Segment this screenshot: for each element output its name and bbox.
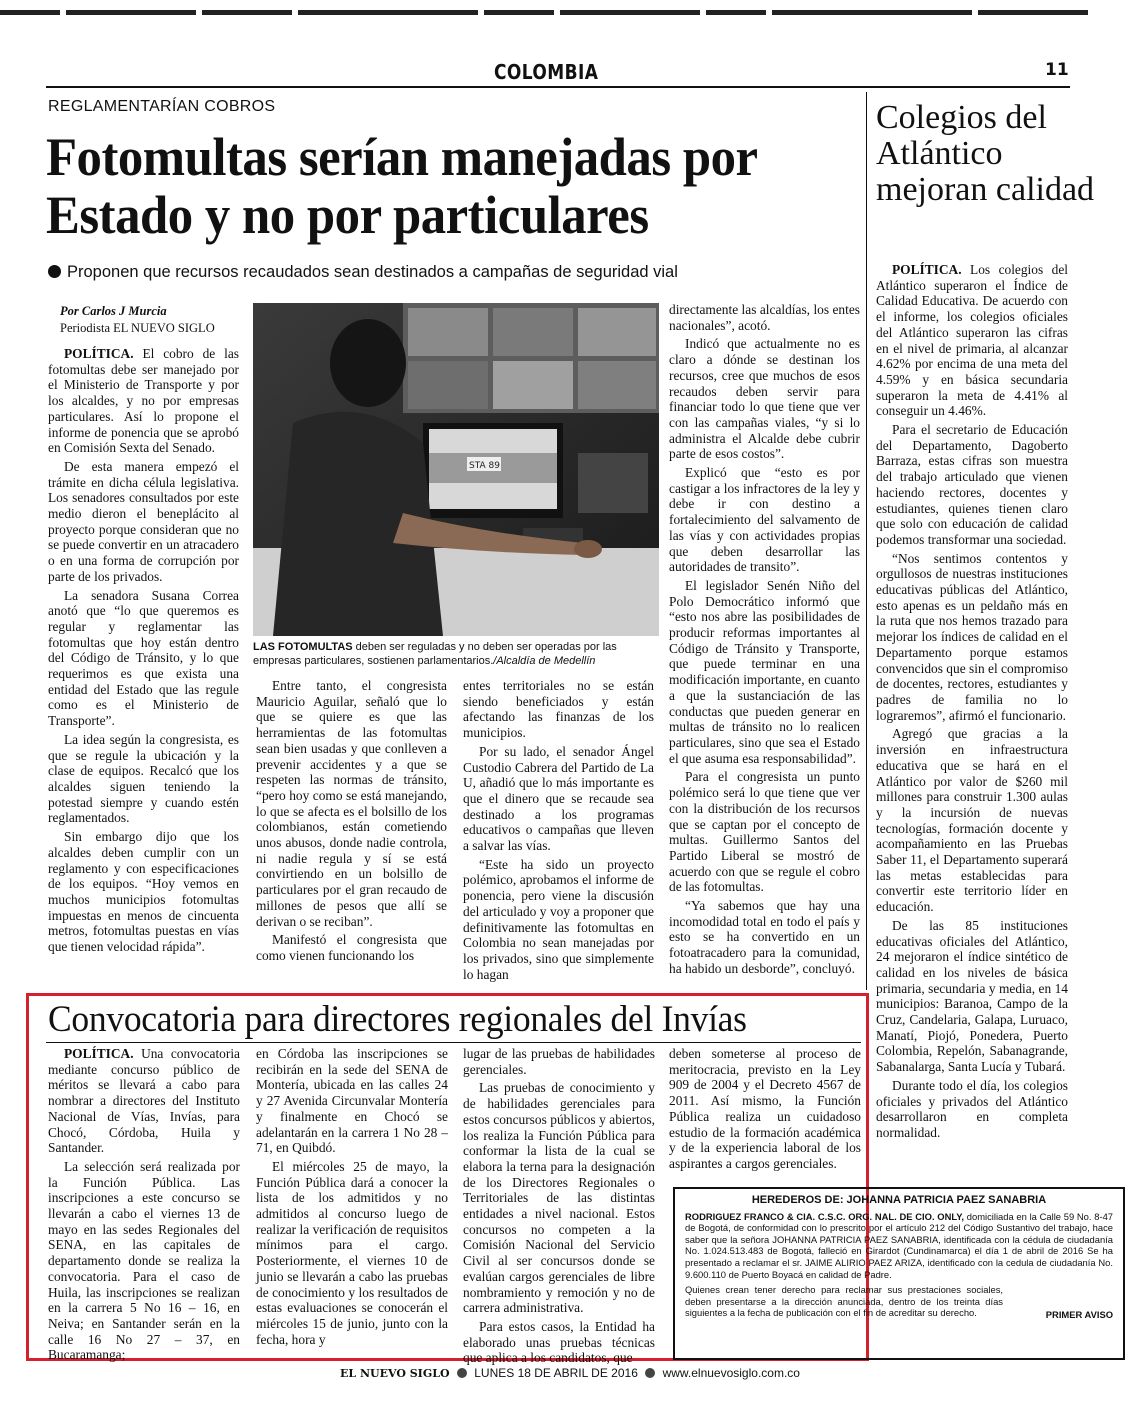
main-col-3 bbox=[463, 678, 654, 982]
paragraph: El miércoles 25 de mayo, la Función Pública dará a conocer la lista de los admitidos y no admitidos al concurso luego de realizar la verificación de requisitos mínimos para el cargo. Posteriormente, el viernes 10 de junio se llevarán a cabo las pruebas de conocimiento y los resultados de estas evaluaciones se conocerán el miércoles 15 de junio, junto con la fecha, hora y bbox=[256, 1158, 448, 1347]
paragraph: Durante todo el día, los colegios oficiales y privados del Atlántico desarrollaron en completa normalidad. bbox=[876, 1077, 1068, 1140]
article-kicker: REGLAMENTARÍAN COBROS bbox=[48, 98, 276, 115]
paragraph: La senadora Susana Correa anotó que “lo que queremos es regular y reglamentar las fotomultas que hoy están dentro del Código de Tránsito, y lo que requerimos es que exista una entidad del Estado que las regule como es el Ministerio de Transporte”. bbox=[48, 587, 239, 729]
article-headline: Fotomultas serían manejadas por Estado y no por particulares bbox=[46, 127, 757, 245]
section-title: COLOMBIA bbox=[494, 60, 599, 84]
column-divider bbox=[866, 92, 867, 990]
box-col-1 bbox=[48, 1046, 240, 1363]
paragraph: “Nos sentimos contentos y orgullosos de nuestras instituciones educativas públicas del Atlántico, esto apenas es un peldaño más en la ruta que nos hemos trazado para mejorar los índices de calidad en el Departamento porque estamos convencidos que sin el compromiso de docentes, rectores, estudiantes y padres de familia no lo lograremos”, afirmó el funcionario. bbox=[876, 550, 1068, 723]
notice-label: PRIMER AVISO bbox=[1045, 1308, 1113, 1320]
bullet-icon bbox=[48, 265, 61, 278]
main-col-4 bbox=[669, 302, 860, 978]
byline bbox=[60, 303, 215, 337]
paragraph: Indicó que actualmente no es claro a dónde se destinan los recursos, cree que muchos de esos recaudos deben servir para financiar todo lo que tiene que ver con las campañas viales, “y si lo administra el Alcalde debe cubrir parte de esos costos”. bbox=[669, 336, 860, 462]
notice-heading: HEREDEROS DE: JOHANNA PATRICIA PAEZ SANABRIA bbox=[751, 1194, 1047, 1206]
paragraph: en Córdoba las inscripciones se recibirán en la sede del SENA de Montería, ubicada en las calles 24 y 27 Avenida Circunvalar Montería y finalmente en Chocó se adelantarán en la carrera 1 No 28 – 71, en Quibdó. bbox=[256, 1046, 448, 1156]
caption-bold: LAS FOTOMULTAS bbox=[253, 641, 353, 653]
paragraph: Por su lado, el senador Ángel Custodio Cabrera del Partido de La U, añadió que lo más importante es que el dinero que se recaude sea destinado a los programas educativos o campañas que lleven a salvar las vías. bbox=[463, 743, 654, 854]
caption-text: deben ser reguladas y no deben ser operadas por las empresas particulares, sostienen parlamentarios. bbox=[253, 641, 617, 667]
side-headline: Colegios del Atlántico mejoran calidad bbox=[876, 99, 1095, 208]
photo-caption bbox=[253, 640, 663, 668]
photo-credit: /Alcaldía de Medellín bbox=[493, 655, 596, 667]
paragraph: Agregó que gracias a la inversión en infraestructura educativa que se hará en el Atlántico por valor de $260 mil millones para construir 1.300 aulas y la incursión de nuevas tecnologías, formación docente y acompañamiento en las Pruebas Saber 11, el Departamento superará las metas establecidas para convertir este territorio líder en educación. bbox=[876, 726, 1068, 915]
paragraph: El legislador Senén Niño del Polo Democrático informó que “esto nos abre las posibilidades de producir reformas importantes al Código de Tránsito y Transporte, que puede terminar en una modificación importante, en cuanto a que la sustanciación de las conductas que pueden generar en multas de tránsito no lo realicen particulares, sino que sea el Estado el que asuma esa responsabilidad”. bbox=[669, 577, 860, 766]
legal-notice bbox=[673, 1187, 1125, 1360]
main-col-2 bbox=[256, 678, 447, 978]
paragraph: El cobro de las fotomultas debe ser manejado por el Ministerio de Transporte y por los alcaldes, y no por empresas particulares. Así lo propone el informe de ponencia que se aprobó en Comisión Sexta del Senado. bbox=[48, 346, 239, 456]
paragraph: deben someterse al proceso de meritocracia, previsto en la Ley 909 de 2004 y el Decreto 4567 de 2011. Así mismo, la Función Pública realiza un cuidadoso estudio de la formación académica y de la experiencia laboral de los aspirantes a cargos gerenciales. bbox=[669, 1046, 861, 1171]
paragraph: “Ya sabemos que hay una incomodidad total en todo el país y esto se ha convertido en un fotoatracadero para la comunidad, ha habido un desborde”, concluyó. bbox=[669, 898, 860, 976]
paragraph: Para el congresista un punto polémico será lo que tiene que ver con la distribución de los recursos que se captan por el concepto de multas. Guillermo Santos del Partido Liberal se mostró de acuerdo con que se regule el cobro de las fotomultas. bbox=[669, 769, 860, 895]
paragraph: De las 85 instituciones educativas oficiales del Atlántico, 24 mejoraron el índice sintético de calidad en los niveles de básica primaria, secundaria y media, en 14 municipios: Baranoa, Campo de la Cruz, Candelaria, Galapa, Luruaco, Manatí, Piojó, Ponedera, Puerto Colombia, Repelón, Sabanagrande, Sabanalarga, Santa Lucía y Tubará. bbox=[876, 917, 1068, 1075]
footer-dot-icon bbox=[645, 1368, 655, 1378]
footer-masthead: EL NUEVO SIGLO bbox=[340, 1367, 450, 1380]
notice-company: RODRIGUEZ FRANCO & CIA. C.S.C. ORG. NAL. DE CIO. ONLY, bbox=[685, 1210, 965, 1222]
main-col-1 bbox=[48, 346, 239, 976]
top-band bbox=[0, 0, 1128, 12]
paragraph: directamente las alcaldías, los entes nacionales”, acotó. bbox=[669, 302, 860, 333]
box-col-2 bbox=[256, 1046, 448, 1356]
paragraph: Manifestó el congresista que como vienen funcionando los bbox=[256, 932, 447, 963]
box-col-3 bbox=[463, 1046, 655, 1366]
article-photo bbox=[253, 303, 659, 636]
byline-author: Por Carlos J Murcia bbox=[60, 304, 167, 318]
notice-body: domiciliada en la Calle 59 No. 8-47 de Bogotá, de conformidad con lo prescrito por el artículo 212 del Código Sustantivo del trabajo, hace saber que la señora JOHANNA PATRICIA PAEZ SANABRIA, identificada con la cédula de ciudadanía No. 1.024.513.483 de Bogotá, falleció en Girardot (Cundinamarca) el día 1 de abril de 2016 Se ha presentado a reclamar el sr. JAIME ALIRIO PAEZ ARIZA, identificado con la cedula de ciudadanía No. 9.600.110 de Puerto Boyacá en calidad de Padre. bbox=[685, 1210, 1113, 1280]
lead-word: POLÍTICA. bbox=[892, 262, 962, 277]
byline-role: Periodista EL NUEVO SIGLO bbox=[60, 321, 215, 335]
page-number: 11 bbox=[1045, 60, 1069, 80]
paragraph: Explicó que “esto es por castigar a los infractores de la ley y debe ir con destino a fortalecimiento del salvamento de las vías y con actividades propias que deben desarrollar las autoridades de transito”. bbox=[669, 465, 860, 575]
paragraph: Los colegios del Atlántico superaron el Índice de Calidad Educativa. De acuerdo con el informe, los colegios oficiales del Atlántico superaron las cifras en el nivel de primaria, al alcanzar 4.62% por encima de una meta del 4.59% y en básica secundaria superaron la meta de 4.41% al conseguir un 4.46%. bbox=[876, 262, 1068, 419]
side-column bbox=[876, 262, 1068, 1174]
lead-word: POLÍTICA. bbox=[64, 1046, 134, 1061]
traffic-monitor-photo bbox=[253, 303, 659, 636]
paragraph: Para el secretario de Educación del Departamento, Dagoberto Barraza, estas cifras son muestra del trabajo articulado que vienen haciendo rectores, docentes y estudiantes, quienes tienen claro que solo con educación de calidad podemos transformar una sociedad. bbox=[876, 422, 1068, 547]
article-subhead bbox=[48, 263, 678, 282]
box-headline: Convocatoria para directores regionales del Invías bbox=[48, 999, 747, 1040]
paragraph: Una convocatoria mediante concurso público de méritos se llevará a cabo para nombrar a directores del Instituto Nacional de Vías, Invías, para Chocó, Córdoba, Huila y Santander. bbox=[48, 1046, 240, 1156]
paragraph: Entre tanto, el congresista Mauricio Aguilar, señaló que lo que se quiere es que las herramientas de las fotomultas sean bien usadas y que conlleven a prevenir accidentes y a que se respeten las normas de tránsito, “pero hoy como se está manejando, lo que se afecta es el bolsillo de los colombianos, están cometiendo unos abusos, donde nadie controla, ni nadie regula y sí se está convirtiendo en un bolsillo de particulares por el gran recaudo de millones de pesos que allí se derivan o se reciban”. bbox=[256, 678, 447, 929]
page-footer bbox=[340, 1366, 800, 1380]
paragraph: entes territoriales no se están siendo beneficiados y están afectando las finanzas de los municipios. bbox=[463, 678, 654, 741]
paragraph: lugar de las pruebas de habilidades gerenciales. bbox=[463, 1046, 655, 1077]
notice-footer-text: Quienes crean tener derecho para reclamar sus prestaciones sociales, deben presentarse a la dirección anunciada, dentro de los treinta días siguientes a la fecha de publicación con el fin de acreditar su derecho. bbox=[685, 1284, 1003, 1319]
paragraph: La selección será realizada por la Función Pública. Las inscripciones a este concurso se llevarán a cabo el viernes 13 de mayo en las sedes Regionales del SENA, en las capitales de departamento donde se realiza la convocatoria. Para el caso de Huila, las inscripciones se realizan en la carrera 5 No 16 – 16, en Neiva; en Santander serán en la calle 16 No 27 – 37, en Bucaramanga; bbox=[48, 1158, 240, 1363]
footer-dot-icon bbox=[457, 1368, 467, 1378]
lead-word: POLÍTICA. bbox=[64, 346, 134, 361]
paragraph: “Este ha sido un proyecto polémico, aprobamos el informe de ponencia, pero viene la discusión del articulado y voy a proponer que definitivamente las fotomultas en Colombia no sean manejadas por los privados, sino que simplemente lo hagan bbox=[463, 856, 654, 982]
box-col-4 bbox=[669, 1046, 861, 1176]
box-headline-rule bbox=[46, 1042, 861, 1043]
screen-label: STA 89 bbox=[469, 461, 500, 471]
paragraph: Las pruebas de conocimiento y de habilidades gerenciales para estos concursos públicos y abiertos, los realiza la Función Pública para conformar la lista de la cual se elabora la terna para la designación de los Directores Regionales o Territoriales de las distintas entidades a nivel nacional. Estos concursos no competen a la Comisión Nacional del Servicio Civil al ser concursos donde se evalúan cargos gerenciales de libre nombramiento y remoción y no de carrera administrativa. bbox=[463, 1080, 655, 1316]
header-rule bbox=[46, 86, 1070, 88]
paragraph: Sin embargo dijo que los alcaldes deben cumplir con un reglamento y con especificaciones de los equipos. “Hoy vemos en muchos municipios fotomultas impuestas en menos de cincuenta metros, fotomultas puestas en vías que tienen velocidad rápida”. bbox=[48, 829, 239, 955]
paragraph: La idea según la congresista, es que se regule la ubicación y la clase de equipos. Recalcó que los alcaldes siguen teniendo la potestad siempre y cuando estén reglamentados. bbox=[48, 731, 239, 826]
paragraph: De esta manera empezó el trámite en dicha célula legislativa. Los senadores consultados por este medio dieron el beneplácito al proyecto porque consideran que no se puede convertir en un atracadero o en una forma de corrupción por parte de los privados. bbox=[48, 458, 239, 584]
paragraph: Para estos casos, la Entidad ha elaborado unas pruebas técnicas que aplica a los candidatos, que bbox=[463, 1318, 655, 1366]
footer-date: LUNES 18 DE ABRIL DE 2016 bbox=[474, 1366, 638, 1380]
footer-website: www.elnuevosiglo.com.co bbox=[662, 1366, 800, 1380]
subhead-text: Proponen que recursos recaudados sean destinados a campañas de seguridad vial bbox=[67, 263, 678, 281]
